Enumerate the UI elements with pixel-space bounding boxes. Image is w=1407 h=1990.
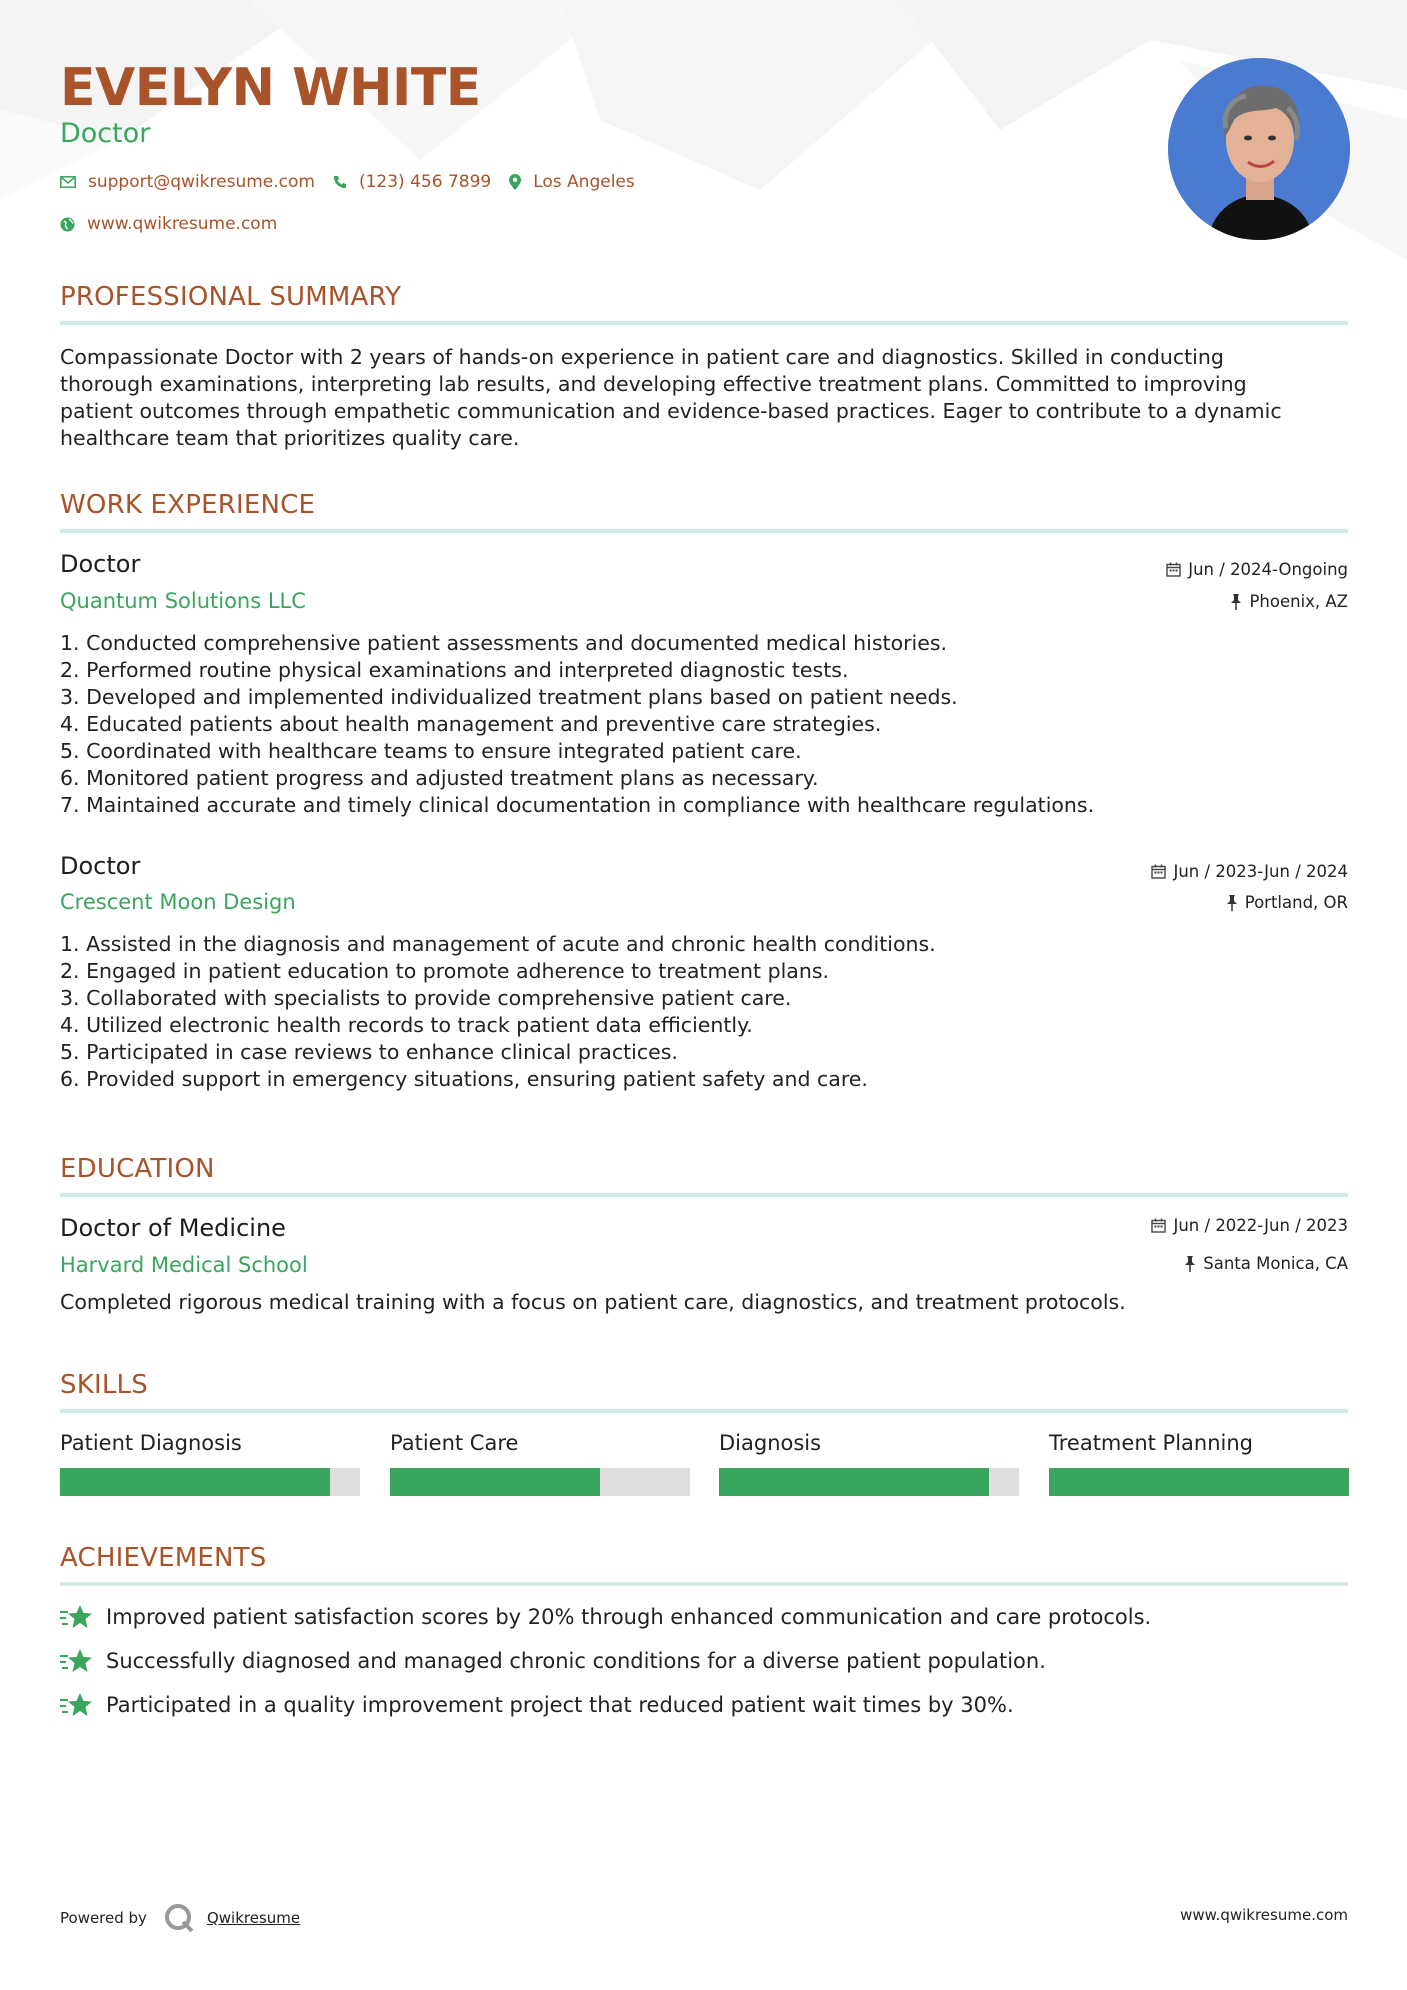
skill-label: Patient Diagnosis <box>60 1431 242 1455</box>
pushpin-icon <box>1230 594 1242 610</box>
job-location-text: Portland, OR <box>1244 893 1348 912</box>
phone-item[interactable] <box>333 172 491 192</box>
experience-heading: WORK EXPERIENCE <box>60 490 316 520</box>
footer-website[interactable]: www.qwikresume.com <box>1180 1906 1348 1924</box>
education-location <box>1184 1254 1348 1273</box>
list-item: 4. Utilized electronic health records to track patient data efficiently. <box>60 1013 753 1037</box>
skill-bar <box>390 1468 690 1496</box>
candidate-role: Doctor <box>60 118 151 149</box>
job-title: Doctor <box>60 852 141 880</box>
education-divider <box>60 1193 1348 1197</box>
summary-line: healthcare team that prioritizes quality care. <box>60 426 520 450</box>
contact-row <box>60 172 653 192</box>
job-location <box>1226 893 1348 912</box>
achievements-divider <box>60 1582 1348 1586</box>
list-item: 1. Assisted in the diagnosis and management of acute and chronic health conditions. <box>60 932 936 956</box>
education-dates <box>1151 1216 1348 1235</box>
summary-heading: PROFESSIONAL SUMMARY <box>60 282 402 312</box>
star-icon <box>60 1604 94 1630</box>
education-dates-text: Jun / 2022-Jun / 2023 <box>1173 1216 1348 1235</box>
skill-fill <box>1049 1468 1349 1496</box>
star-icon <box>60 1692 94 1718</box>
skill-bar <box>719 1468 1019 1496</box>
qwikresume-logo-icon <box>163 1902 195 1934</box>
website-item[interactable] <box>60 214 277 234</box>
qwikresume-link[interactable]: Qwikresume <box>206 1909 301 1927</box>
achievement-item <box>60 1604 1151 1630</box>
job-dates-text: Jun / 2024-Ongoing <box>1188 560 1348 579</box>
globe-icon <box>60 217 75 232</box>
calendar-icon <box>1151 1218 1166 1233</box>
job-title: Doctor <box>60 550 141 578</box>
education-description: Completed rigorous medical training with a focus on patient care, diagnostics, and treatment protocols. <box>60 1290 1126 1314</box>
job-dates <box>1151 862 1348 881</box>
achievement-item <box>60 1648 1046 1674</box>
education-location-text: Santa Monica, CA <box>1203 1254 1348 1273</box>
website-row <box>60 214 295 234</box>
list-item: 3. Collaborated with specialists to provide comprehensive patient care. <box>60 986 792 1010</box>
company-name: Crescent Moon Design <box>60 890 296 914</box>
job-location-text: Phoenix, AZ <box>1249 592 1348 611</box>
skill-bar <box>1049 1468 1349 1496</box>
list-item: 2. Engaged in patient education to promote adherence to treatment plans. <box>60 959 830 983</box>
achievements-heading: ACHIEVEMENTS <box>60 1543 267 1573</box>
calendar-icon <box>1166 562 1181 577</box>
company-name: Quantum Solutions LLC <box>60 589 306 613</box>
skill-label: Treatment Planning <box>1049 1431 1253 1455</box>
location-text: Los Angeles <box>533 172 635 192</box>
skills-divider <box>60 1409 1348 1413</box>
summary-line: patient outcomes through empathetic communication and evidence-based practices. Eager to contribute to a dynamic <box>60 399 1282 423</box>
job-location <box>1230 592 1348 611</box>
achievement-text: Successfully diagnosed and managed chronic conditions for a diverse patient population. <box>106 1649 1046 1673</box>
experience-divider <box>60 529 1348 533</box>
list-item: 6. Provided support in emergency situations, ensuring patient safety and care. <box>60 1067 868 1091</box>
powered-by-label: Powered by <box>60 1909 147 1927</box>
job-responsibilities <box>60 931 1348 1093</box>
pushpin-icon <box>1226 895 1238 911</box>
skill-fill <box>390 1468 600 1496</box>
skill-fill <box>60 1468 330 1496</box>
skills-heading: SKILLS <box>60 1370 148 1400</box>
achievement-item <box>60 1692 1014 1718</box>
education-heading: EDUCATION <box>60 1154 215 1184</box>
job-dates <box>1166 560 1348 579</box>
list-item: 6. Monitored patient progress and adjusted treatment plans as necessary. <box>60 766 819 790</box>
footer-powered-by <box>60 1902 300 1934</box>
map-pin-icon <box>509 174 521 190</box>
phone-icon <box>333 175 347 189</box>
summary-divider <box>60 321 1348 325</box>
list-item: 1. Conducted comprehensive patient assessments and documented medical histories. <box>60 631 948 655</box>
skill-label: Patient Care <box>390 1431 519 1455</box>
degree-title: Doctor of Medicine <box>60 1214 286 1242</box>
website-text: www.qwikresume.com <box>87 214 278 234</box>
email-item[interactable] <box>60 172 315 192</box>
email-text: support@qwikresume.com <box>88 172 315 192</box>
achievement-text: Improved patient satisfaction scores by 20% through enhanced communication and care protocols. <box>106 1605 1152 1629</box>
candidate-name: EVELYN WHITE <box>60 58 481 118</box>
location-item <box>509 172 635 192</box>
list-item: 5. Coordinated with healthcare teams to ensure integrated patient care. <box>60 739 802 763</box>
achievement-text: Participated in a quality improvement project that reduced patient wait times by 30%. <box>106 1693 1014 1717</box>
skill-fill <box>719 1468 989 1496</box>
summary-line: thorough examinations, interpreting lab results, and developing effective treatment plans. Committed to improving <box>60 372 1247 396</box>
list-item: 3. Developed and implemented individualized treatment plans based on patient needs. <box>60 685 958 709</box>
skill-bar <box>60 1468 360 1496</box>
skill-label: Diagnosis <box>719 1431 822 1455</box>
summary-text <box>60 344 1348 452</box>
job-responsibilities <box>60 630 1348 819</box>
pushpin-icon <box>1184 1256 1196 1272</box>
list-item: 4. Educated patients about health management and preventive care strategies. <box>60 712 882 736</box>
profile-photo <box>1168 58 1350 240</box>
calendar-icon <box>1151 864 1166 879</box>
phone-text: (123) 456 7899 <box>358 172 492 192</box>
star-icon <box>60 1648 94 1674</box>
job-dates-text: Jun / 2023-Jun / 2024 <box>1173 862 1348 881</box>
list-item: 7. Maintained accurate and timely clinical documentation in compliance with healthcare regulations. <box>60 793 1095 817</box>
summary-line: Compassionate Doctor with 2 years of hands-on experience in patient care and diagnostics. Skilled in conducting <box>60 345 1224 369</box>
list-item: 5. Participated in case reviews to enhance clinical practices. <box>60 1040 678 1064</box>
envelope-icon <box>60 176 76 188</box>
school-name: Harvard Medical School <box>60 1253 308 1277</box>
list-item: 2. Performed routine physical examinations and interpreted diagnostic tests. <box>60 658 849 682</box>
